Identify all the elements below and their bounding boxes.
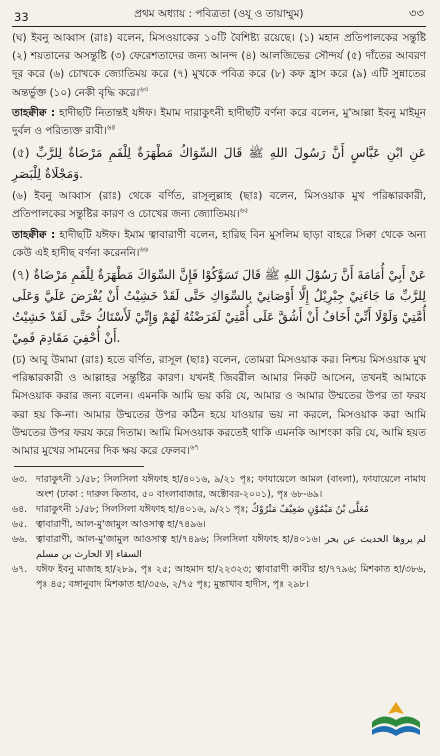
paragraph-6 (12, 187, 426, 223)
footnote-text: ত্বাবারাণী, আল-মু'জামুল আওসাত্ব হা/৭৪৯৬। (36, 519, 206, 531)
paragraph-6-text: (৬) ইবনু আব্বাস (রাঃ) থেকে বর্ণিত, রাসূলুল্লাহ (ছাঃ) বলেন, মিসওয়াক মুখ পরিষ্কারকারী, প্রতিপালকের সন্তুষ্টির কারণ ও চোখের জন্য জ্যোতিময়। (12, 190, 426, 221)
footnote-text: ত্বাবারাণী, আল-মু'জামুল আওসাত্ব হা/৭৪৯৬; সিলসিলা যঈফাহ হা/৪০১৬। (36, 534, 321, 546)
paragraph-gha-text: (ঘ) ইবনু আব্বাস (রাঃ) বলেন, মিসওয়াকের ১০টি বৈশিষ্ট্য রয়েছে। (১) মহান প্রতিপালকের সন্তুষ্টি (২) শয়তানের অসন্তুষ্টি (৩) ফেরেশতাদের জন্য আনন্দ (৪) আলজিভের সৌন্দর্য (৫) দাঁতের আবরণ দূর করে (৬) চোখকে জ্যোতিময় করে (৭) মুখকে পবিত্র করে (৮) কফ হ্রাস করে (৯) এটি সুন্নাতের অন্তর্ভুক্ত (১০) নেকী বৃদ্ধি করে। (12, 32, 426, 99)
arabic-hadith-5: (৫) عَنِ ابْنِ عَبَّاسٍ أَنَّ رَسُولَ اللهِ ﷺ قَالَ السِّوَاكُ مَطْهَرَةٌ لِلْفَمِ مَرْضَاةٌ لِلرَّبِّ وَمَجْلَاةٌ لِلْبَصَرِ. (12, 146, 426, 182)
footnote-67 (12, 562, 426, 592)
page-number-left: 33 (14, 10, 29, 24)
chapter-title: প্রথম অধ্যায় : পবিত্রতা (ওযূ ও তায়াম্মুম) (134, 8, 304, 20)
footnote-ref-66: ৬৬ (139, 245, 149, 254)
footnote-66 (12, 532, 426, 562)
footnotes (12, 472, 426, 592)
paragraph-ca (12, 351, 426, 460)
footnote-ref-65: ৬৫ (239, 206, 249, 215)
footnote-divider (14, 466, 144, 467)
footnote-number: ৬৬. (12, 534, 28, 546)
footnote-number: ৬৩. (12, 474, 28, 486)
footnote-ref-67: ৬৭ (189, 443, 199, 452)
tahqiq-1-text: হাদীছটি নিতান্তই যঈফ। ইমাম দারাকুৎনী হাদীছটি বর্ণনা করে বলেন, মু'আল্লা ইবনু মাইমূন দুর্বল ও পরিত্যক্ত রাবী। (12, 106, 426, 138)
footnote-text: যঈফ ইবনু মাজাহ হা/২৮৯, পৃঃ ২৫; আহমাদ হা/২২৩২৩; ত্বাবারাণী কাবীর হা/৭৭৯৬; মিশকাত হা/৩৮৬, পৃঃ ৪৫; বঙ্গানুবাদ মিশকাত হা/৩৫৬, ২/৭৫ পৃঃ; মুন্তাখাব হাদীস, পৃঃ ২৯৮। (36, 564, 426, 591)
footnote-number: ৬৭. (12, 564, 28, 576)
tahqiq-label: তাহক্বীক্ব : (12, 228, 56, 241)
paragraph-gha (12, 29, 426, 102)
footnote-text: দারাকুৎনী ১/৫৮; সিলসিলা যঈফাহ হা/৪০১৬, ৯/২১ পৃঃ; (36, 504, 249, 516)
tahqiq-1 (12, 104, 426, 140)
paragraph-ca-text: (চ) আবু উমামা (রাঃ) হতে বর্ণিত, রাসূল (ছাঃ) বলেন, তোমরা মিসওয়াক কর। নিশ্চয় মিসওয়াক মুখ পরিষ্কারকারী ও আল্লাহর সন্তুষ্টির কারণ। যখনই জিবরীল আমার নিকট আসেন, তখনই আমাকে মিসওয়াক করার জন্য বলেন। এমনকি আমি ভয় করি যে, আমার ও আমার উম্মতের উপর তা ফরয করা হয় কি-না। আমার উম্মতের উপর কঠিন হয়ে যাওয়ার ভয় না করলে, মিসওয়াক করা আমি উম্মতের উপর ফরয করে দিতাম। আমি মিসওয়াক করতেই থাকি এমনকি আশংকা করি যে, আমি হয়ত আমার মুখের সামনের দিক ক্ষয় করে ফেলব। (12, 354, 426, 458)
footnote-arabic: لم يروها الحديث عن بحر السقاء إلا الحارث بن مسلم (36, 534, 426, 561)
footnote-text: দারাকুৎনী ১/৫৮; সিলসিলা যঈফাহ হা/৪০১৬, ৯/২১ পৃঃ; ফাযায়েলে আমল (বাংলা), ফাযায়েলে নামায অংশ (ঢাকা : দারুল কিতাব, ৫০ বাংলাবাজার, অক্টোবর-২০০১), পৃঃ ৬৮-৬৯। (36, 474, 426, 501)
book-page (12, 8, 426, 592)
page-header (12, 8, 426, 27)
arabic-hadith-7: (৭) عَنْ أَبِيْ أُمَامَةَ أَنَّ رَسُوْلَ اللهِ ﷺ قَالَ تَسَوَّكُوْا فَإِنَّ السِّوَاكَ مَطْهَرَةٌ لِلْفَمِ مَرْضَاةٌ لِلرَّبِّ مَا جَاءَنِيْ جِبْرِيْلُ إِلَّا أَوْصَانِيْ بِالسِّوَاكِ حَتَّى لَقَدْ خَشِيْتُ أَنْ يُفْرَضَ عَلَيَّ وَعَلَى أُمَّتِيْ وَلَوْلَا أَنِّيْ أَخَافُ أَنْ أَشُقَّ عَلَى أُمَّتِيْ لَفَرَضْتُهُ لَهُمْ وَإِنِّيْ لَأَسْتَاكُ حَتَّى لَقَدْ خَشِيْتُ أَنْ أُحْفِيَ مَقَادِمَ فَمِيْ. (12, 268, 427, 346)
footnote-arabic: مُعَلَّى بْنُ مَيْمُوْنٍ ضَعِيْفٌ مَتْرُوْكٌ (251, 504, 369, 516)
footnote-63 (12, 472, 426, 502)
tahqiq-label: তাহক্বীক্ব : (12, 106, 55, 119)
footnote-64 (12, 502, 426, 517)
tahqiq-2 (12, 226, 426, 262)
footnote-number: ৬৪. (12, 504, 28, 516)
footnote-number: ৬৫. (12, 519, 28, 531)
page-number-right: ৩৩ (409, 6, 424, 20)
tahqiq-2-text: হাদীছটি যঈফ। ইমাম ত্বাবারাণী বলেন, হারিছ বিন মুসলিম ছাড়া বাহরে সিক্বা থেকে অন্য কেউ এই হাদীছ বর্ণনা করেননি। (12, 228, 427, 259)
footnote-65 (12, 517, 426, 532)
footnote-ref-64: ৬৪ (106, 123, 116, 132)
publisher-logo-icon (366, 698, 426, 742)
footnote-ref-63: ৬৩ (139, 85, 149, 94)
